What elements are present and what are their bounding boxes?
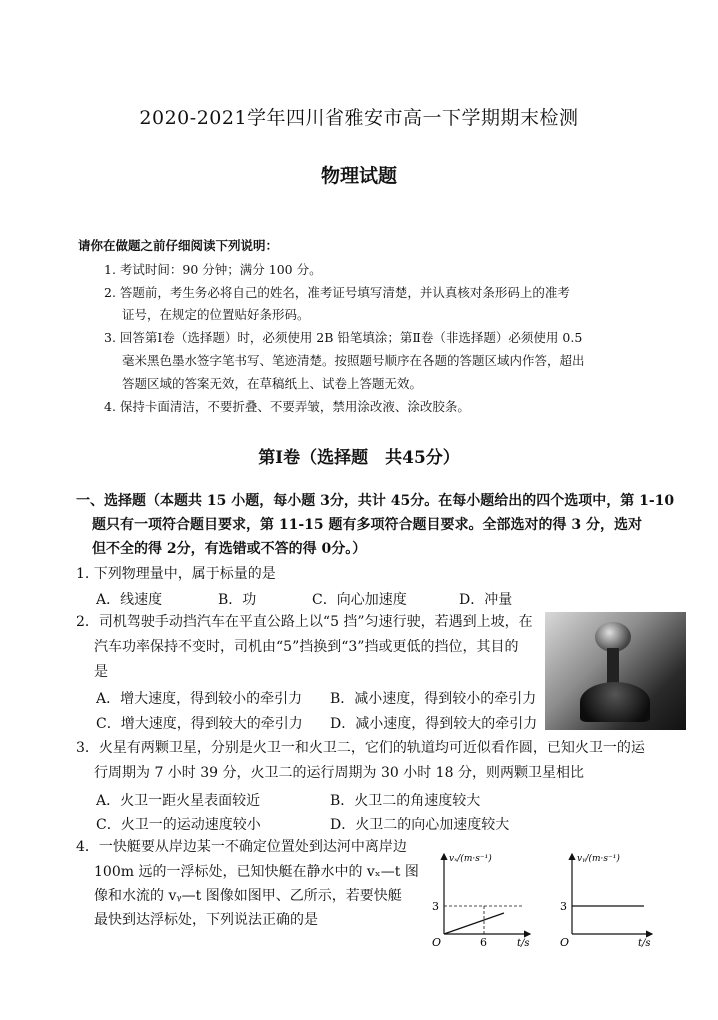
- question-4-line: 100m 远的一浮标处，已知快艇在静水中的 vₓ—t 图: [94, 864, 419, 880]
- y-tick-label: 3: [432, 900, 439, 913]
- vy-t-chart: [548, 848, 658, 948]
- vx-t-chart: [420, 848, 538, 948]
- question-1-option-c: C．向心加速度: [312, 592, 407, 608]
- exam-title: 2020-2021学年四川省雅安市高一下学期期末检测: [139, 107, 579, 129]
- section-title: 第Ⅰ卷（选择题 共45分）: [258, 448, 460, 468]
- question-3-line: 3．火星有两颗卫星，分别是火卫一和火卫二，它们的轨道均可近似看作圆，已知火卫一的运: [76, 740, 645, 756]
- question-2-line: 汽车功率保持不变时，司机由“5”挡换到“3”挡或更低的挡位，其目的: [94, 639, 519, 655]
- vx-series-line: [444, 913, 504, 934]
- instruction-line: 1. 考试时间：90 分钟；满分 100 分。: [104, 262, 322, 277]
- instruction-line: 4. 保持卡面清洁，不要折叠、不要弄皱，禁用涂改液、涂改胶条。: [104, 399, 470, 414]
- y-axis-label: vᵧ/(m·s⁻¹): [577, 854, 620, 864]
- instruction-line: 3. 回答第Ⅰ卷（选择题）时，必须使用 2B 铅笔填涂；第Ⅱ卷（非选择题）必须使用 0.5: [104, 330, 583, 345]
- instruction-line: 毫米黑色墨水签字笔书写、笔迹清楚。按照题号顺序在各题的答题区域内作答，超出: [122, 353, 585, 368]
- question-1-option-a: A．线速度: [96, 592, 163, 608]
- instruction-line: 证号，在规定的位置贴好条形码。: [122, 307, 310, 322]
- question-3-option-d: D．火卫二的向心加速度较大: [330, 817, 510, 833]
- section-intro-line: 但不全的得 2分，有选错或不答的得 0分。）: [92, 541, 367, 557]
- question-3-option-c: C．火卫一的运动速度较小: [96, 817, 261, 833]
- question-4-line: 最快到达浮标处，下列说法正确的是: [94, 912, 318, 928]
- question-1-stem: 1. 下列物理量中，属于标量的是: [76, 566, 276, 582]
- section-intro-line: 一、选择题（本题共 15 小题，每小题 3分，共计 45分。在每小题给出的四个选项中，第 1-10: [76, 493, 675, 509]
- question-4-line: 4．一快艇要从岸边某一不确定位置处到达河中离岸边: [76, 839, 407, 855]
- question-4-line: 像和水流的 vᵧ—t 图像如图甲、乙所示，若要快艇: [94, 888, 402, 904]
- question-3-line: 行周期为 7 小时 39 分，火卫二的运行周期为 30 小时 18 分，则两颗卫星相比: [94, 765, 584, 781]
- question-3-option-a: A．火卫一距火星表面较近: [96, 793, 261, 809]
- x-axis-label: t/s: [638, 938, 651, 948]
- instruction-line: 答题区域的答案无效，在草稿纸上、试卷上答题无效。: [122, 376, 423, 391]
- x-axis-label: t/s: [517, 938, 530, 948]
- question-2-option-a: A．增大速度，得到较小的牵引力: [96, 691, 303, 707]
- question-1-option-d: D．冲量: [459, 592, 513, 608]
- y-tick-label: 3: [560, 900, 567, 913]
- y-axis-label: vₓ/(m·s⁻¹): [449, 854, 492, 864]
- question-2-option-c: C．增大速度，得到较大的牵引力: [96, 716, 303, 732]
- gear-shifter-photo: [545, 612, 686, 730]
- instruction-line: 2. 答题前，考生务必将自己的姓名，准考证号填写清楚，并认真核对条形码上的准考: [104, 285, 570, 300]
- section-intro-line: 题只有一项符合题目要求，第 11-15 题有多项符合题目要求。全部选对的得 3 分，选对: [92, 517, 643, 533]
- question-2-option-d: D．减小速度，得到较大的牵引力: [330, 716, 538, 732]
- x-tick-label: 6: [480, 936, 487, 948]
- exam-subtitle: 物理试题: [320, 165, 397, 187]
- origin-label: O: [432, 936, 442, 948]
- question-3-option-b: B．火卫二的角速度较大: [330, 793, 481, 809]
- question-1-option-b: B．功: [218, 592, 257, 608]
- shift-boot-shape: [580, 682, 650, 722]
- origin-label: O: [560, 936, 570, 948]
- instructions-heading: 请你在做题之前仔细阅读下列说明：: [78, 238, 279, 253]
- question-2-option-b: B．减小速度，得到较小的牵引力: [330, 691, 537, 707]
- question-2-line: 是: [94, 664, 108, 680]
- question-2-line: 2．司机驾驶手动挡汽车在平直公路上以“5 挡”匀速行驶，若遇到上坡，在: [76, 614, 533, 630]
